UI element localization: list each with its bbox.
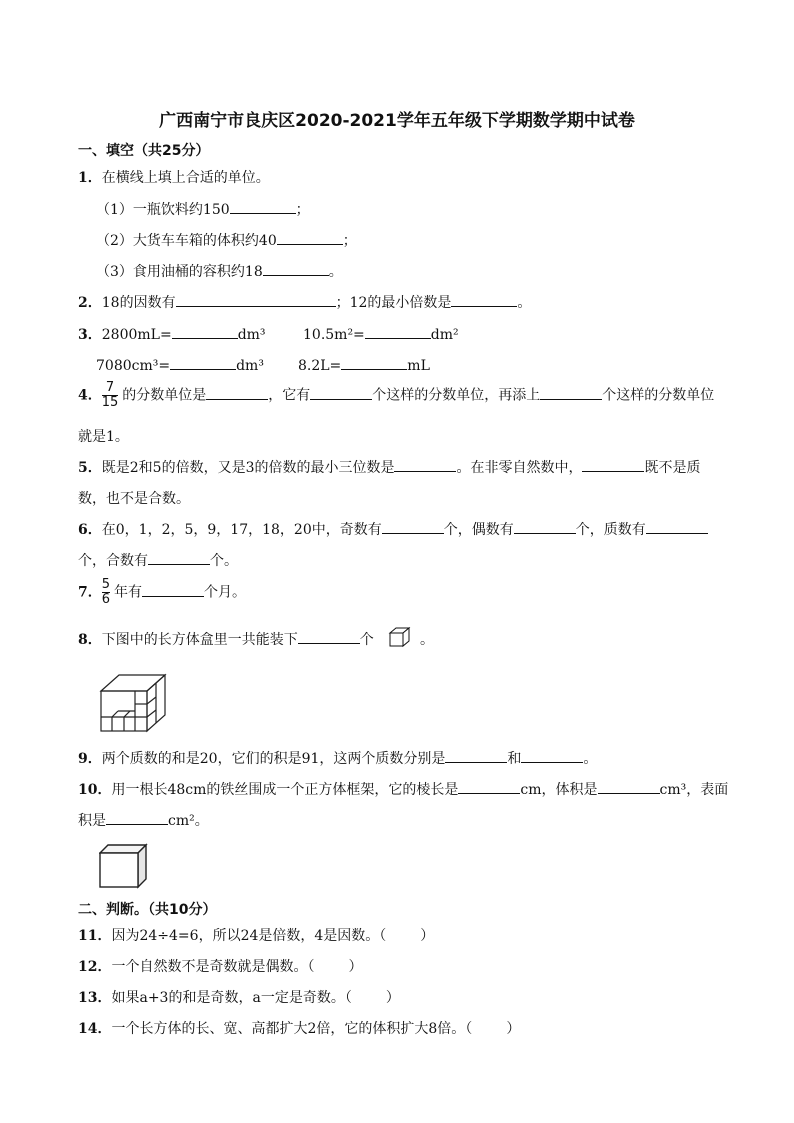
question-text: 。 [583,751,598,767]
question-text: 。 [517,295,532,311]
question-number: 10． [78,782,112,798]
conversion-text: 10.5m²= [303,327,365,343]
question-text: 就是1。 [78,429,129,445]
fraction [102,381,119,410]
unit-text: mL [407,358,430,374]
question-11 [78,925,434,945]
question-text: cm，体积是 [520,782,598,798]
question-text: 18的因数有 [101,295,176,311]
question-5-cont [78,488,190,508]
part-text: （1）一瓶饮料约150 [96,202,230,218]
answer-blank[interactable] [176,292,336,307]
question-3-row-1 [78,324,266,344]
question-text: 在横线上填上合适的单位。 [101,170,270,186]
question-text: 个。 [210,553,238,569]
question-14 [78,1018,520,1038]
question-4 [78,381,714,410]
paren-close: ） [385,990,400,1006]
question-text: ；12的最小倍数是 [335,295,452,311]
conversion-text: 7080cm³= [96,358,171,374]
question-8-end [420,629,434,649]
paren-close: ） [348,959,363,975]
section-heading-judge: 二、判断。（共10分） [78,902,217,918]
question-number: 14． [78,1021,112,1037]
question-text: 个，偶数有 [443,522,514,538]
conversion-text: 2800mL= [101,327,172,343]
question-9 [78,748,597,768]
part-text: （2）大货车车箱的体积约40 [96,233,277,249]
question-text: ，它有 [268,387,311,404]
cuboid-box-figure [99,671,171,735]
page-title: 广西南宁市良庆区2020-2021学年五年级下学期数学期中试卷 [159,111,635,131]
answer-blank[interactable] [142,582,204,597]
question-number: 1． [78,170,102,186]
answer-blank[interactable] [514,519,576,534]
question-text: 个这样的分数单位，再添上 [372,387,541,404]
question-number: 12． [78,959,112,975]
question-text: 。 [420,632,434,648]
question-number: 11． [78,928,112,944]
answer-blank[interactable] [172,324,238,339]
question-text: 个，合数有 [78,553,148,569]
section-heading-fill: 一、填空（共25分） [78,143,210,159]
numerator: 5 [101,577,111,592]
conversion-text: 8.2L= [298,358,342,374]
question-12 [78,956,362,976]
part-text: （3）食用油桶的容积约18 [96,264,263,280]
question-text: 数，也不是合数。 [78,491,190,507]
answer-blank[interactable] [106,810,168,825]
question-8 [78,629,374,649]
answer-blank[interactable] [382,519,444,534]
question-number: 6． [78,522,102,538]
question-2 [78,292,531,312]
question-4-cont [78,426,129,446]
question-text: 既不是质 [644,460,701,476]
question-text: 积是 [78,813,106,829]
question-text: cm²。 [168,813,209,829]
question-text: 一个自然数不是奇数就是偶数。（ [111,959,315,975]
question-text: 个月。 [204,584,247,601]
question-6 [78,519,708,539]
question-6-cont [78,550,238,570]
answer-blank[interactable] [394,457,456,472]
question-text: 个，质数有 [575,522,646,538]
answer-blank[interactable] [230,199,296,214]
question-text: 一个长方体的长、宽、高都扩大2倍，它的体积扩大8倍。（ [111,1021,473,1037]
question-3-item-4 [298,355,430,374]
question-1-part-2 [96,230,357,250]
question-1 [78,167,270,187]
question-number: 9． [78,751,102,767]
question-text: 个这样的分数单位 [602,387,715,404]
question-text: 下图中的长方体盒里一共能装下 [101,632,298,648]
question-1-part-3 [96,261,343,281]
answer-blank[interactable] [298,629,360,644]
answer-blank[interactable] [521,748,583,763]
question-10-cont [78,810,209,830]
question-text: 在0，1，2，5，9，17，18，20中，奇数有 [101,522,382,538]
answer-blank[interactable] [458,779,520,794]
part-end: ； [295,202,310,218]
answer-blank[interactable] [540,385,602,400]
question-number: 3． [78,327,102,343]
question-text: 既是2和5的倍数，又是3的倍数的最小三位数是 [101,460,395,476]
question-text: 因为24÷4=6，所以24是倍数，4是因数。（ [111,928,387,944]
paren-close: ） [506,1021,521,1037]
question-number: 8． [78,632,102,648]
question-3-row-2 [96,355,264,374]
denominator: 15 [101,395,119,410]
answer-blank[interactable] [451,292,517,307]
fraction [102,578,110,607]
small-cube-icon [388,626,412,648]
numerator: 7 [105,380,115,395]
question-number: 7． [78,584,102,601]
question-text: 和 [507,751,522,767]
answer-blank[interactable] [582,457,644,472]
answer-blank[interactable] [365,324,431,339]
unit-text: dm³ [237,327,266,343]
unit-text: dm² [430,327,459,343]
part-end: ； [342,233,357,249]
answer-blank[interactable] [206,385,268,400]
answer-blank[interactable] [263,261,329,276]
answer-blank[interactable] [445,748,507,763]
question-text: 如果a+3的和是奇数，a一定是奇数。（ [111,990,352,1006]
cube-figure [99,843,149,889]
answer-blank[interactable] [341,355,407,370]
answer-blank[interactable] [598,779,660,794]
paren-close: ） [420,928,435,944]
question-text: 个 [359,632,374,648]
question-number: 13． [78,990,112,1006]
question-text: 。在非零自然数中， [456,460,583,476]
question-3-item-2 [303,324,459,343]
question-5 [78,457,700,477]
answer-blank[interactable] [170,355,236,370]
part-end: 。 [328,264,343,280]
answer-blank[interactable] [148,550,210,565]
question-text: 年有 [114,584,143,601]
question-number: 4． [78,387,102,404]
question-number: 2． [78,295,102,311]
denominator: 6 [101,592,111,607]
answer-blank[interactable] [277,230,343,245]
question-13 [78,987,400,1007]
question-text: 两个质数的和是20，它们的积是91，这两个质数分别是 [101,751,446,767]
answer-blank[interactable] [310,385,372,400]
question-text: 用一根长48cm的铁丝围成一个正方体框架，它的棱长是 [111,782,459,798]
question-10 [78,779,728,799]
question-text: 的分数单位是 [122,387,207,404]
question-text: cm³，表面 [659,782,729,798]
unit-text: dm³ [236,358,264,374]
question-number: 5． [78,460,102,476]
question-1-part-1 [96,199,310,219]
answer-blank[interactable] [646,519,708,534]
question-7 [78,578,246,607]
